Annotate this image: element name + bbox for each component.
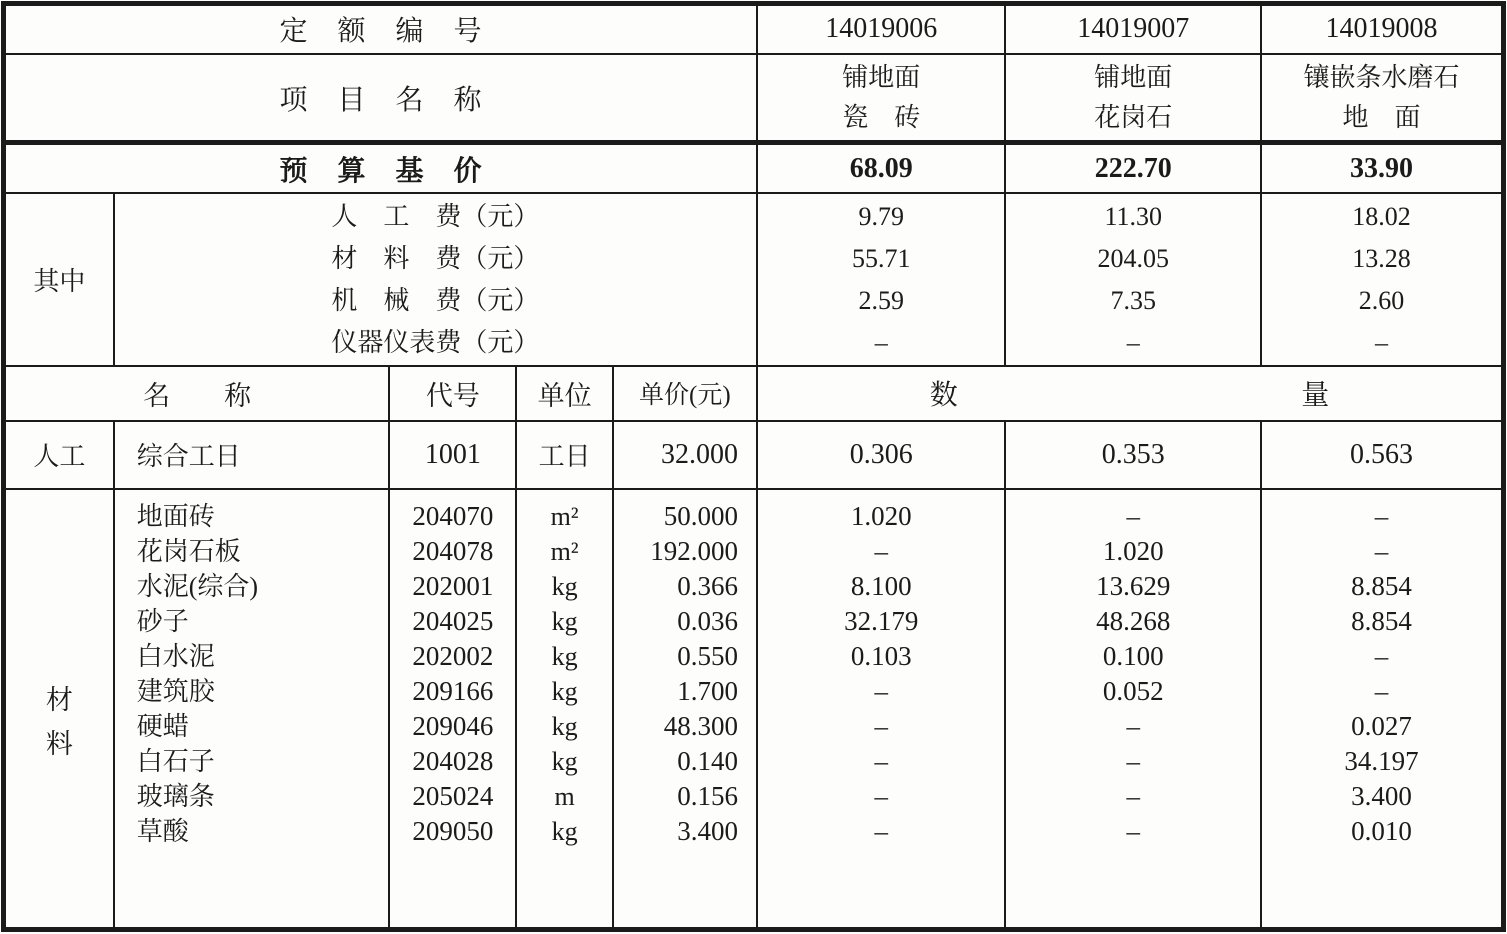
material-quantities-1 xyxy=(757,489,1005,929)
material-quantity: – xyxy=(874,781,888,812)
labor-row-label: 人工 xyxy=(4,421,114,490)
labor-unit: 工日 xyxy=(516,421,612,490)
material-name: 砂子 xyxy=(136,607,189,637)
fee-value: 9.79 xyxy=(858,202,904,232)
labor-quantity-3: 0.563 xyxy=(1261,421,1504,490)
quota-number-label: 定 额 编 号 xyxy=(4,4,757,54)
material-quantity: – xyxy=(874,536,888,567)
material-unit: kg xyxy=(551,712,578,742)
fee-value: 13.28 xyxy=(1352,244,1411,274)
material-quantities-2 xyxy=(1005,489,1261,929)
breakdown-row xyxy=(4,193,1504,366)
material-unit-price: 3.400 xyxy=(677,816,738,847)
material-unit-prices xyxy=(613,489,757,929)
material-code: 204078 xyxy=(412,536,494,567)
material-quantity: – xyxy=(1374,676,1389,707)
project-name-line: 地 面 xyxy=(1342,102,1421,132)
material-name: 地面砖 xyxy=(136,502,215,532)
labor-code: 1001 xyxy=(389,421,516,490)
material-quantity: 0.010 xyxy=(1351,816,1412,847)
material-quantity: 1.020 xyxy=(1102,536,1164,567)
material-name: 水泥(综合) xyxy=(136,572,259,602)
unit-column-header: 单位 xyxy=(516,366,612,421)
material-quantity: – xyxy=(1374,501,1389,532)
fee-label: 材 料 费（元） xyxy=(331,244,540,274)
material-quantities-3 xyxy=(1261,489,1504,929)
base-price-2: 222.70 xyxy=(1005,143,1261,193)
unit-price-column-header: 单价(元) xyxy=(613,366,757,421)
material-quantity: 0.052 xyxy=(1102,676,1164,707)
material-quantity: 3.400 xyxy=(1351,781,1412,812)
material-unit: kg xyxy=(551,642,578,672)
material-unit-price: 50.000 xyxy=(663,501,738,532)
project-name-3 xyxy=(1261,54,1504,143)
material-code: 202001 xyxy=(412,571,494,602)
breakdown-fee-labels xyxy=(114,193,757,366)
quota-cost-table xyxy=(1,1,1506,932)
material-name: 白石子 xyxy=(136,747,215,777)
materials-row-label xyxy=(4,489,114,929)
material-unit-price: 192.000 xyxy=(650,536,738,567)
fee-value: – xyxy=(1126,328,1140,358)
fee-value: 55.71 xyxy=(851,244,911,274)
fee-value: 11.30 xyxy=(1104,202,1162,232)
material-quantity: 0.027 xyxy=(1351,711,1412,742)
labor-unit-price: 32.000 xyxy=(613,421,757,490)
base-price-label: 预 算 基 价 xyxy=(4,143,757,193)
labor-quantity-1: 0.306 xyxy=(757,421,1005,490)
material-units xyxy=(516,489,612,929)
name-column-header: 名 称 xyxy=(4,366,390,421)
material-name: 白水泥 xyxy=(136,642,215,672)
material-quantity: 8.854 xyxy=(1351,606,1412,637)
material-quantity: 8.854 xyxy=(1351,571,1412,602)
material-names xyxy=(114,489,390,929)
material-quantity: – xyxy=(1126,501,1140,532)
material-name: 草酸 xyxy=(136,817,189,847)
material-code: 204025 xyxy=(412,606,494,637)
quantity-header-char: 量 xyxy=(1301,380,1330,412)
material-unit-price: 0.550 xyxy=(677,641,738,672)
fee-value: 204.05 xyxy=(1097,244,1169,274)
material-code: 209166 xyxy=(412,676,494,707)
material-quantity: – xyxy=(1126,816,1140,847)
labor-quantity-2: 0.353 xyxy=(1005,421,1261,490)
material-code: 204028 xyxy=(412,746,494,777)
material-quantity: – xyxy=(874,816,888,847)
material-unit: kg xyxy=(551,747,578,777)
material-code: 205024 xyxy=(412,781,494,812)
material-code: 204070 xyxy=(412,501,494,532)
material-name: 玻璃条 xyxy=(136,782,215,812)
fee-value: 18.02 xyxy=(1352,202,1411,232)
fee-value: – xyxy=(1374,328,1388,358)
quota-code-2: 14019007 xyxy=(1005,4,1261,54)
material-unit: kg xyxy=(551,572,578,602)
material-unit-price: 0.036 xyxy=(677,606,738,637)
columns-header-row xyxy=(4,366,1504,421)
material-unit: m xyxy=(554,782,575,812)
breakdown-values-2 xyxy=(1005,193,1261,366)
material-name: 硬蜡 xyxy=(136,712,189,742)
fee-value: 2.59 xyxy=(858,286,904,316)
material-quantity: 1.020 xyxy=(850,501,912,532)
material-quantity: – xyxy=(1374,641,1389,672)
material-quantity: – xyxy=(874,746,888,777)
base-price-row xyxy=(4,143,1504,193)
material-quantity: 34.197 xyxy=(1344,746,1419,777)
material-unit-price: 0.140 xyxy=(677,746,738,777)
material-unit-price: 48.300 xyxy=(663,711,738,742)
material-code: 209050 xyxy=(412,816,494,847)
project-name-line: 铺地面 xyxy=(1094,62,1173,92)
labor-name: 综合工日 xyxy=(114,421,390,490)
material-unit: m² xyxy=(550,537,579,567)
material-unit: m² xyxy=(550,502,579,532)
code-column-header: 代号 xyxy=(389,366,516,421)
fee-value: 2.60 xyxy=(1358,286,1405,316)
project-name-line: 瓷 砖 xyxy=(842,102,921,132)
material-quantity: – xyxy=(1126,746,1140,777)
material-code: 202002 xyxy=(412,641,494,672)
base-price-3: 33.90 xyxy=(1261,143,1504,193)
quantity-header-char: 数 xyxy=(929,380,958,412)
quota-number-row xyxy=(4,4,1504,54)
material-quantity: 13.629 xyxy=(1096,571,1171,602)
breakdown-values-3 xyxy=(1261,193,1504,366)
project-name-2 xyxy=(1005,54,1261,143)
project-name-line: 花岗石 xyxy=(1094,102,1173,132)
material-quantity: – xyxy=(874,711,888,742)
material-unit: kg xyxy=(551,607,578,637)
material-name: 花岗石板 xyxy=(136,537,241,567)
project-name-line: 铺地面 xyxy=(842,62,921,92)
material-quantity: – xyxy=(874,676,888,707)
material-quantity: – xyxy=(1126,781,1140,812)
quantity-column-header xyxy=(757,366,1504,421)
material-quantity: – xyxy=(1374,536,1389,567)
material-name: 建筑胶 xyxy=(136,677,215,707)
materials-label-char: 料 xyxy=(45,729,73,760)
project-name-row xyxy=(4,54,1504,143)
material-codes xyxy=(389,489,516,929)
quota-code-1: 14019006 xyxy=(757,4,1005,54)
fee-value: – xyxy=(874,328,888,358)
material-unit-price: 0.156 xyxy=(677,781,738,812)
material-unit-price: 0.366 xyxy=(677,571,738,602)
materials-label-char: 材 xyxy=(45,685,73,716)
breakdown-values-1 xyxy=(757,193,1005,366)
fee-label: 人 工 费（元） xyxy=(331,202,540,232)
material-quantity: – xyxy=(1126,711,1140,742)
materials-row xyxy=(4,489,1504,929)
material-quantity: 32.179 xyxy=(844,606,919,637)
material-quantity: 0.103 xyxy=(850,641,912,672)
fee-label: 机 械 费（元） xyxy=(331,286,540,316)
material-unit: kg xyxy=(551,817,578,847)
base-price-1: 68.09 xyxy=(757,143,1005,193)
material-quantity: 0.100 xyxy=(1102,641,1164,672)
labor-row xyxy=(4,421,1504,490)
material-quantity: 48.268 xyxy=(1096,606,1171,637)
fee-value: 7.35 xyxy=(1110,286,1156,316)
project-name-label: 项 目 名 称 xyxy=(4,54,757,143)
project-name-line: 镶嵌条水磨石 xyxy=(1303,62,1460,92)
breakdown-row-label: 其中 xyxy=(4,193,114,366)
material-code: 209046 xyxy=(412,711,494,742)
quota-code-3: 14019008 xyxy=(1261,4,1504,54)
material-unit-price: 1.700 xyxy=(677,676,738,707)
material-quantity: 8.100 xyxy=(850,571,912,602)
project-name-1 xyxy=(757,54,1005,143)
material-unit: kg xyxy=(551,677,578,707)
fee-label: 仪器仪表费（元） xyxy=(331,328,540,358)
